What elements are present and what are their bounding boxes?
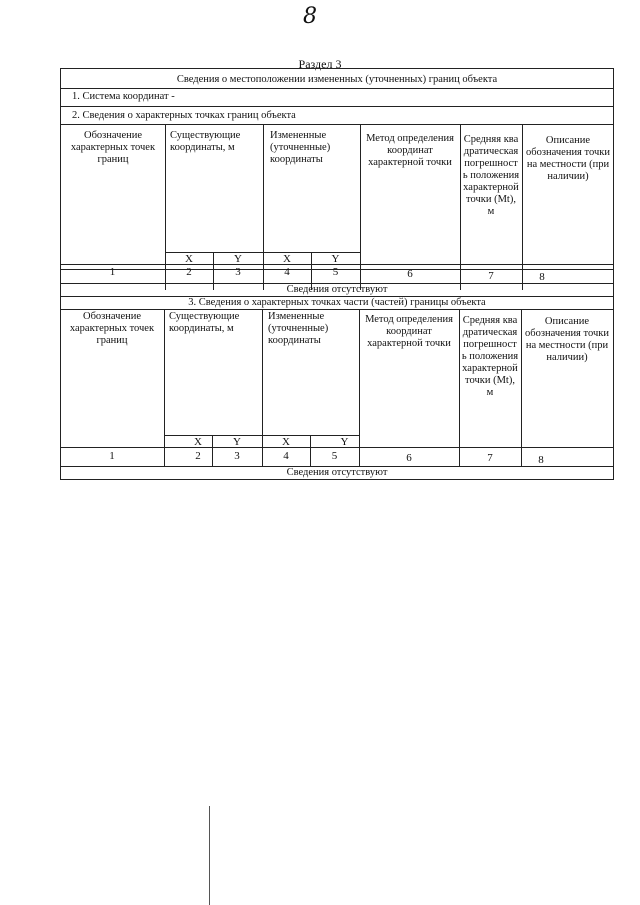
section-title: Раздел 3: [298, 57, 342, 71]
col-line: [360, 124, 361, 290]
header-existing-coords: Существующие координаты, м: [170, 130, 241, 153]
divider: [60, 309, 614, 310]
divider: [60, 264, 614, 265]
scan-artifact-line: [209, 806, 210, 905]
col-number: 7: [488, 270, 494, 282]
col-number: 6: [407, 268, 413, 280]
col-number: 4: [283, 450, 289, 462]
header-description: Описание обозначения точки на местности (при наличии): [525, 316, 609, 363]
col-number: 3: [235, 266, 241, 278]
header-x: X: [194, 436, 202, 448]
col-number: 1: [109, 450, 115, 462]
header-method: Метод определения координат характерной точки: [365, 314, 453, 349]
header-x: X: [282, 436, 290, 448]
coord-system: 1. Система координат -: [72, 91, 175, 102]
col-number: 5: [331, 450, 338, 462]
col-number: 1: [109, 266, 116, 278]
header-method: Метод определения координат характерной точки: [366, 133, 454, 168]
header-point-designation: Обозначение характерных точек границ: [70, 130, 156, 165]
col-number: 2: [195, 450, 201, 462]
col-line: [460, 124, 461, 290]
part2-title: 2. Сведения о характерных точках границ объекта: [72, 110, 296, 121]
col-number: 7: [487, 452, 493, 464]
divider: [60, 124, 614, 125]
col-number: 8: [539, 271, 545, 283]
header-point-designation: Обозначение характерных точек границ: [69, 311, 155, 346]
col-number: 2: [186, 266, 192, 278]
table-title: Сведения о местоположении измененных (уточненных) границ объекта: [176, 74, 498, 85]
col-line: [521, 309, 522, 466]
divider: [60, 447, 614, 448]
header-x: X: [283, 253, 291, 265]
col-line: [459, 309, 460, 466]
col-line: [164, 309, 165, 466]
no-data-note: Сведения отсутствуют: [286, 467, 388, 478]
col-number: 3: [234, 450, 240, 462]
col-number: 5: [332, 266, 339, 278]
divider: [60, 88, 614, 89]
page-number: 8: [303, 4, 317, 29]
header-y: Y: [234, 253, 242, 265]
col-number: 4: [284, 266, 290, 278]
header-x: X: [185, 253, 193, 265]
col-number: 8: [538, 454, 544, 466]
header-y: Y: [233, 436, 241, 448]
no-data-note: Сведения отсутствуют: [286, 284, 388, 295]
header-mean-error: Средняя квадратическая погрешность положения характерной точки (Mt), м: [461, 315, 519, 398]
col-number: 6: [406, 452, 412, 464]
header-changed-coords: Измененные (уточненные) координаты: [268, 311, 329, 346]
divider: [60, 106, 614, 107]
header-mean-error: Средняя квадратическая погрешность положения характерной точки (Mt), м: [462, 134, 520, 217]
part3-title: 3. Сведения о характерных точках части (частей) границы объекта: [188, 297, 486, 308]
header-y: Y: [331, 253, 340, 265]
header-y: Y: [340, 436, 349, 448]
col-line: [522, 124, 523, 290]
header-existing-coords: Существующие координаты, м: [169, 311, 240, 334]
header-changed-coords: Измененные (уточненные) координаты: [270, 130, 331, 165]
header-description: Описание обозначения точки на местности (при наличии): [526, 135, 610, 182]
